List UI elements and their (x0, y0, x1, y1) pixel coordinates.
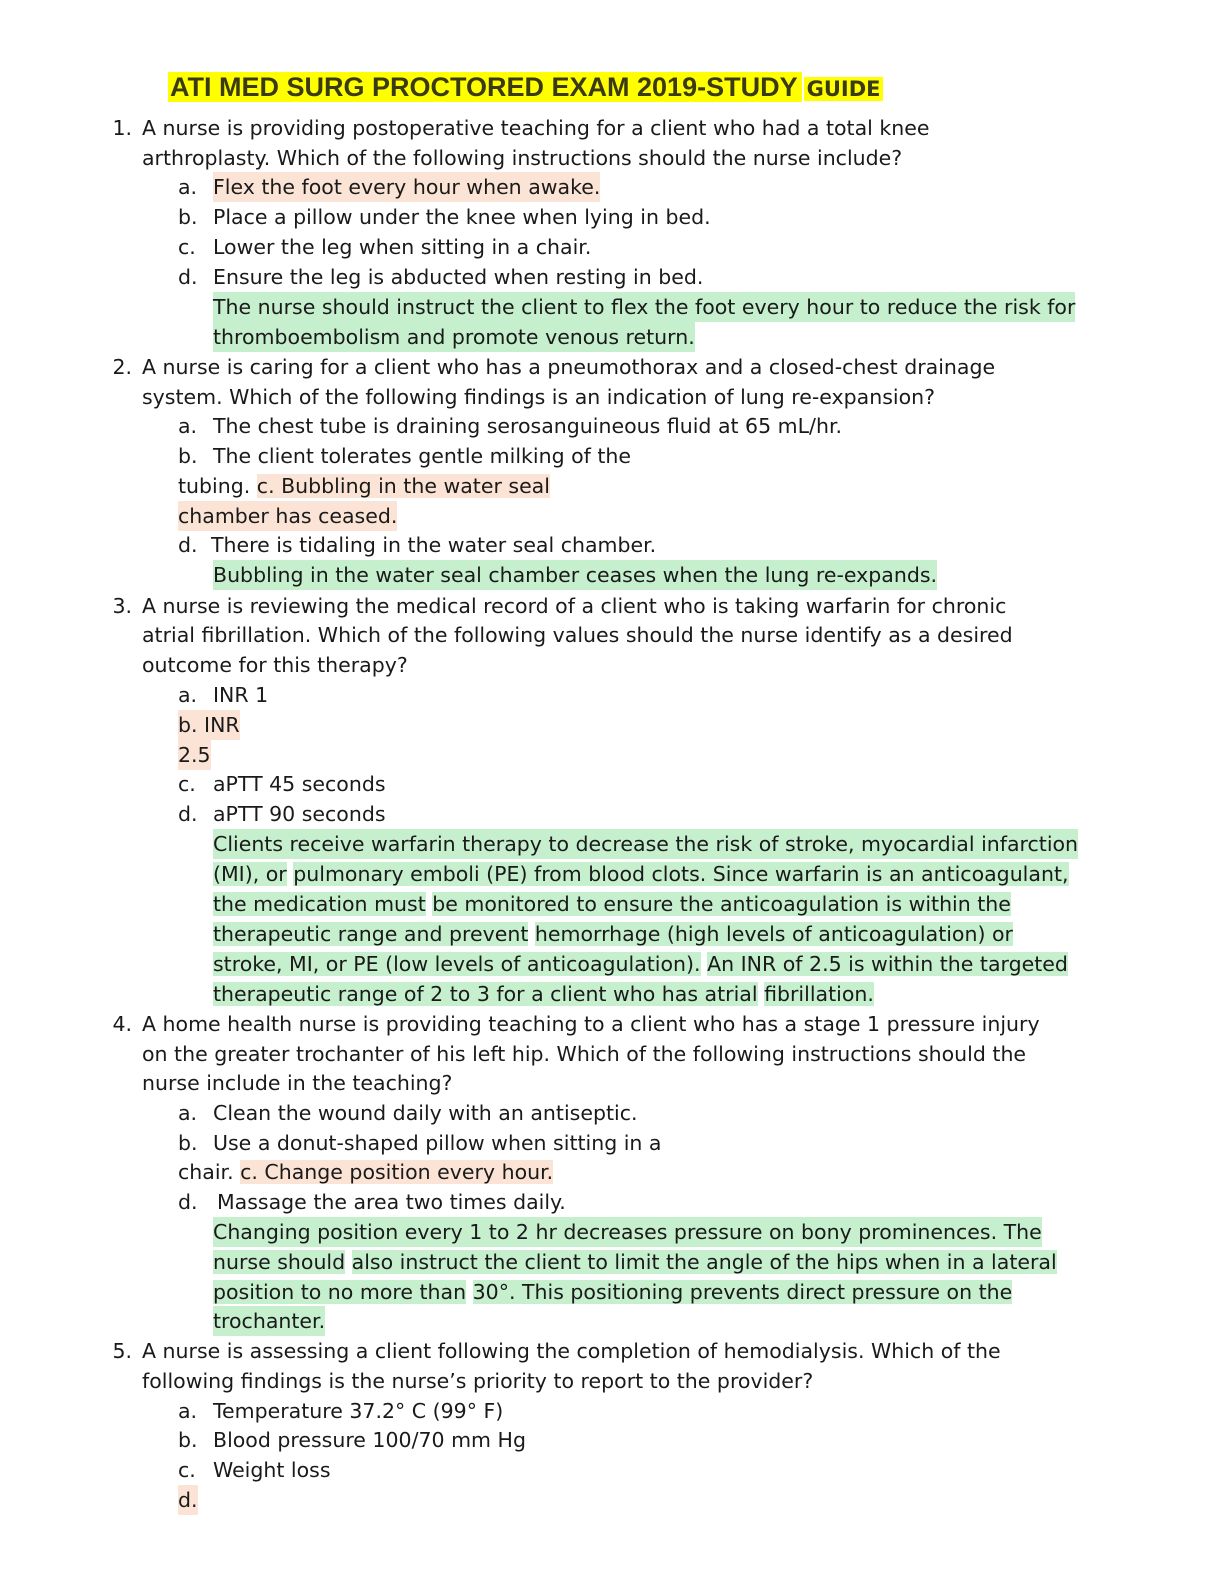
option-text: Use a donut-shaped pillow when sitting in a (213, 1131, 662, 1155)
option-marker: d. (178, 265, 198, 289)
correct-answer: c. Bubbling in the water seal (256, 474, 550, 498)
question-stem: outcome for this therapy? (142, 653, 408, 677)
rationale (213, 859, 1069, 889)
rationale (213, 949, 1068, 979)
rationale (213, 919, 1013, 949)
option-marker: c. (178, 772, 196, 796)
rationale-text: An INR of 2.5 is within the targeted (707, 952, 1068, 976)
title-main: ATI MED SURG PROCTORED EXAM 2019-STUDY (168, 72, 802, 102)
option-text: tubing. (178, 474, 251, 498)
question-number: 4. (112, 1012, 132, 1036)
question-stem: A nurse is providing postoperative teaching for a client who had a total knee (142, 116, 930, 140)
option-text: Blood pressure 100/70 mm Hg (213, 1428, 526, 1452)
question-number: 1. (112, 116, 132, 140)
option-text: Massage the area two times daily. (217, 1190, 566, 1214)
option-b-continued (178, 1157, 553, 1187)
question-stem: A home health nurse is providing teaching to a client who has a stage 1 pressure injury (142, 1012, 1040, 1036)
option-marker: c. (178, 1458, 196, 1482)
rationale-text: 30°. This positioning prevents direct pressure on the (472, 1280, 1013, 1304)
option-marker: a. (178, 1399, 198, 1423)
correct-answer: Flex the foot every hour when awake. (213, 172, 600, 202)
option-text: The client tolerates gentle milking of the (213, 444, 632, 468)
question-number: 3. (112, 594, 132, 618)
rationale: Bubbling in the water seal chamber ceases when the lung re-expands. (213, 560, 937, 590)
option-marker: a. (178, 1101, 198, 1125)
option-text: aPTT 90 seconds (213, 802, 386, 826)
option-marker: d. (178, 1190, 198, 1214)
option-marker: b. (178, 1131, 198, 1155)
rationale-text: be monitored to ensure the anticoagulation is within the (432, 892, 1011, 916)
rationale-text: also instruct the client to limit the angle of the hips when in a lateral (351, 1250, 1057, 1274)
rationale (213, 889, 1011, 919)
option-text: Clean the wound daily with an antiseptic. (213, 1101, 638, 1125)
correct-answer: chamber has ceased. (178, 501, 397, 531)
rationale-text: stroke, MI, or PE (low levels of anticoagulation). (213, 952, 701, 976)
option-marker: b. (178, 205, 198, 229)
question-stem: system. Which of the following findings is an indication of lung re-expansion? (142, 385, 936, 409)
option-b-continued (178, 471, 550, 501)
correct-answer: b. INR (178, 710, 240, 740)
option-marker: a. (178, 683, 198, 707)
question-number: 5. (112, 1339, 132, 1363)
rationale (213, 979, 874, 1009)
option-text: chair. (178, 1160, 234, 1184)
question-stem: atrial fibrillation. Which of the following values should the nurse identify as a desired (142, 623, 1013, 647)
question-stem: A nurse is caring for a client who has a pneumothorax and a closed-chest drainage (142, 355, 996, 379)
rationale-text: the medication must (213, 892, 426, 916)
rationale-text: pulmonary emboli (PE) from blood clots. Since warfarin is an anticoagulant, (293, 862, 1069, 886)
option-text: Weight loss (213, 1458, 331, 1482)
option-text: Ensure the leg is abducted when resting in bed. (213, 265, 704, 289)
question-stem: arthroplasty. Which of the following instructions should the nurse include? (142, 146, 903, 170)
rationale-text: therapeutic range and prevent (213, 922, 529, 946)
rationale: Changing position every 1 to 2 hr decreases pressure on bony prominences. The (213, 1217, 1042, 1247)
option-text: Lower the leg when sitting in a chair. (213, 235, 592, 259)
rationale (213, 1277, 1012, 1307)
rationale-text: therapeutic range of 2 to 3 for a client who has atrial (213, 982, 758, 1006)
option-text: Place a pillow under the knee when lying in bed. (213, 205, 711, 229)
rationale-text: nurse should (213, 1250, 346, 1274)
question-stem: A nurse is reviewing the medical record of a client who is taking warfarin for chronic (142, 594, 1007, 618)
document-title (168, 70, 883, 104)
rationale: trochanter. (213, 1306, 325, 1336)
rationale: Clients receive warfarin therapy to decrease the risk of stroke, myocardial infarction (213, 829, 1078, 859)
option-text: aPTT 45 seconds (213, 772, 386, 796)
correct-answer: d. (178, 1485, 198, 1515)
option-marker: b. (178, 444, 198, 468)
rationale: thromboembolism and promote venous return. (213, 322, 695, 352)
option-text: Temperature 37.2° C (99° F) (213, 1399, 504, 1423)
question-stem: following findings is the nurse’s priority to report to the provider? (142, 1369, 814, 1393)
rationale-text: hemorrhage (high levels of anticoagulation) or (534, 922, 1013, 946)
question-stem: nurse include in the teaching? (142, 1071, 453, 1095)
option-marker: b. (178, 1428, 198, 1452)
option-marker: a. (178, 414, 198, 438)
question-stem: on the greater trochanter of his left hip. Which of the following instructions should the (142, 1042, 1027, 1066)
question-stem: A nurse is assessing a client following the completion of hemodialysis. Which of the (142, 1339, 1001, 1363)
rationale (213, 1247, 1057, 1277)
question-number: 2. (112, 355, 132, 379)
option-marker: a. (178, 175, 198, 199)
rationale: The nurse should instruct the client to flex the foot every hour to reduce the risk for (213, 292, 1075, 322)
option-text: There is tidaling in the water seal chamber. (211, 533, 657, 557)
rationale-text: (MI), or (213, 862, 287, 886)
correct-answer: 2.5 (178, 740, 211, 770)
option-marker: d. (178, 533, 198, 557)
title-tail: GUIDE (804, 77, 884, 101)
option-text: INR 1 (213, 683, 269, 707)
option-marker: d. (178, 802, 198, 826)
rationale-text: fibrillation. (764, 982, 874, 1006)
option-marker: c. (178, 235, 196, 259)
correct-answer: c. Change position every hour. (240, 1160, 554, 1184)
rationale-text: position to no more than (213, 1280, 467, 1304)
option-text: The chest tube is draining serosanguineous fluid at 65 mL/hr. (213, 414, 843, 438)
